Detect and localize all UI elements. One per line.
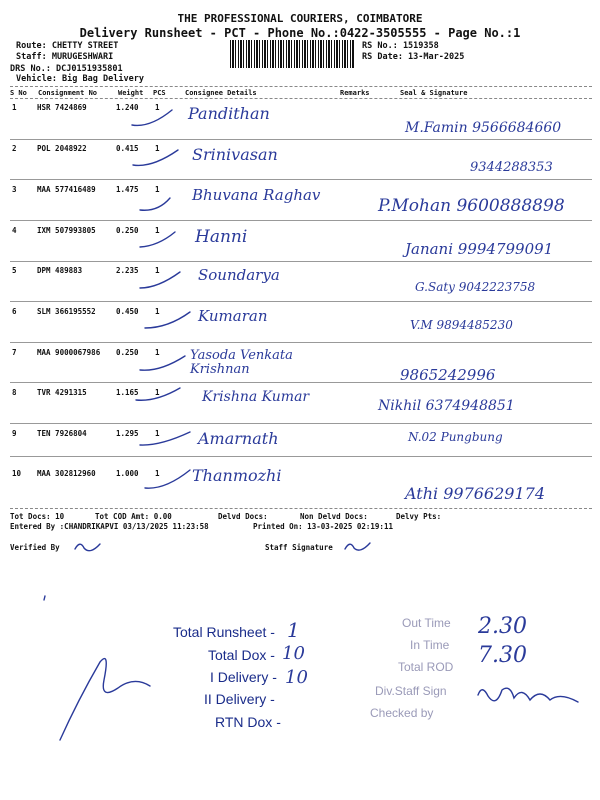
rtn-dox-label: RTN Dox - [215, 714, 281, 730]
row-pcs: 1 [155, 388, 160, 397]
tick-mark [140, 198, 170, 210]
consignee-name: Srinivasan [192, 145, 278, 164]
row-pcs: 1 [155, 307, 160, 316]
row-consignment: TVR 4291315 [37, 388, 87, 397]
row-weight: 0.250 [116, 348, 139, 357]
total-runsheet-label: Total Runsheet - [173, 624, 275, 640]
seal-signature: N.02 Pungbung [408, 430, 503, 444]
second-delivery-label: II Delivery - [204, 691, 275, 707]
staff-signature-label: Staff Signature [265, 543, 333, 552]
consignee-name: Hanni [195, 227, 248, 247]
row-consignment: TEN 7926804 [37, 429, 87, 438]
row-consignment: DPM 489883 [37, 266, 83, 275]
first-delivery-label: I Delivery - [210, 669, 277, 685]
total-runsheet-value: 1 [287, 618, 300, 642]
staff-label: Staff: MURUGESHWARI [16, 52, 114, 62]
runsheet-title: Delivery Runsheet - PCT - Phone No.:0422-3505555 - Page No.:1 [79, 26, 521, 40]
row-pcs: 1 [155, 429, 160, 438]
tick-mark [140, 432, 190, 445]
row-pcs: 1 [155, 144, 160, 153]
row-pcs: 1 [155, 103, 160, 112]
seal-signature: Athi 9976629174 [405, 484, 546, 503]
row-weight: 2.235 [116, 266, 139, 275]
div-staff-sign-label: Div.Staff Sign [375, 684, 447, 698]
row-sno: 3 [12, 185, 17, 194]
row-sno: 2 [12, 144, 17, 153]
row-sno: 4 [12, 226, 17, 235]
seal-signature: V.M 9894485230 [410, 318, 513, 332]
row-consignment: IXM 507993805 [37, 226, 96, 235]
seal-signature: 9865242996 [400, 366, 496, 384]
row-sno: 6 [12, 307, 17, 316]
total-dox-value: 10 [282, 643, 305, 664]
seal-signature: P.Mohan 9600888898 [378, 196, 565, 216]
row-weight: 1.165 [116, 388, 139, 397]
seal-signature: Nikhil 6374948851 [378, 398, 515, 414]
row-sno: 10 [12, 469, 22, 478]
seal-signature: G.Saty 9042223758 [415, 280, 536, 294]
row-weight: 1.000 [116, 469, 139, 478]
in-time-label: In Time [410, 638, 450, 652]
total-docs: Tot Docs: 10 [10, 512, 65, 521]
tick-mark [136, 388, 180, 400]
rs-number: RS No.: 1519358 [362, 41, 439, 51]
row-weight: 0.450 [116, 307, 139, 316]
row-pcs: 1 [155, 185, 160, 194]
staff-signature [345, 543, 370, 550]
tick-mark [140, 232, 175, 247]
vehicle-label: Vehicle: Big Bag Delivery [16, 74, 144, 84]
verified-by: Verified By [10, 543, 60, 552]
consignee-name: Krishna Kumar [202, 389, 310, 405]
checked-signature [478, 688, 578, 702]
first-delivery-value: 10 [285, 667, 308, 688]
consignee-name: Bhuvana Raghav [192, 186, 321, 204]
company-name: THE PROFESSIONAL COURIERS, COIMBATORE [177, 12, 423, 25]
row-weight: 1.240 [116, 103, 139, 112]
row-consignment: POL 2048922 [37, 144, 87, 153]
row-weight: 1.295 [116, 429, 139, 438]
col-sno: S No [10, 89, 27, 97]
consignee-name: Pandithan [188, 104, 270, 123]
total-cod: Tot COD Amt: 0.00 [95, 512, 172, 521]
row-sno: 9 [12, 429, 17, 438]
consignee-name: Kumaran [198, 307, 268, 325]
route-label: Route: CHETTY STREET [16, 41, 119, 51]
consignee-name: Yasoda Venkata Krishnan [190, 348, 293, 377]
out-time-value: 2.30 [478, 614, 527, 639]
tick-mark [145, 470, 190, 488]
drs-number: DRS No.: DCJ0151935801 [10, 64, 123, 74]
non-delivered-docs: Non Delvd Docs: [300, 512, 368, 521]
row-sno: 1 [12, 103, 17, 112]
row-consignment: MAA 9000067986 [37, 348, 101, 357]
row-consignment: HSR 7424869 [37, 103, 87, 112]
tick-mark [132, 110, 172, 125]
total-dox-label: Total Dox - [208, 647, 275, 663]
total-rod-label: Total ROD [398, 660, 454, 674]
tick-mark [140, 356, 185, 370]
rs-date: RS Date: 13-Mar-2025 [362, 52, 465, 62]
summary-signature [60, 659, 150, 740]
seal-signature: M.Famin 9566684660 [405, 120, 562, 136]
row-sno: 5 [12, 266, 17, 275]
out-time-label: Out Time [402, 616, 451, 630]
tick-mark [140, 272, 180, 288]
row-sno: 7 [12, 348, 17, 357]
col-remarks: Remarks [340, 89, 370, 97]
delivery-points: Delvy Pts: [396, 512, 442, 521]
tick-mark [133, 150, 178, 165]
row-sno: 8 [12, 388, 17, 397]
col-consignee: Consignee Details [185, 89, 257, 97]
consignee-name: Amarnath [198, 429, 279, 448]
consignee-name: Soundarya [198, 266, 280, 284]
pen-mark [44, 596, 45, 600]
col-pcs: PCS [153, 89, 166, 97]
verified-signature [75, 544, 100, 551]
row-pcs: 1 [155, 348, 160, 357]
col-consignment: Consignment No [38, 89, 98, 97]
row-pcs: 1 [155, 226, 160, 235]
row-weight: 0.415 [116, 144, 139, 153]
col-seal: Seal & Signature [400, 89, 468, 97]
row-consignment: MAA 302812960 [37, 469, 96, 478]
row-weight: 0.250 [116, 226, 139, 235]
row-consignment: SLM 366195552 [37, 307, 96, 316]
row-pcs: 1 [155, 266, 160, 275]
checked-by-label: Checked by [370, 706, 434, 720]
entered-by: Entered By :CHANDRIKAPVI 03/13/2025 11:23:58 [10, 522, 209, 531]
consignee-name: Thanmozhi [192, 466, 282, 485]
in-time-value: 7.30 [478, 643, 527, 668]
col-weight: Weight [118, 89, 144, 97]
seal-signature: 9344288353 [470, 160, 553, 175]
printed-on: Printed On: 13-03-2025 02:19:11 [253, 522, 393, 531]
row-weight: 1.475 [116, 185, 139, 194]
tick-mark [145, 312, 190, 328]
delivered-docs: Delvd Docs: [218, 512, 268, 521]
seal-signature: Janani 9994799091 [405, 240, 554, 258]
row-pcs: 1 [155, 469, 160, 478]
row-consignment: MAA 577416489 [37, 185, 96, 194]
